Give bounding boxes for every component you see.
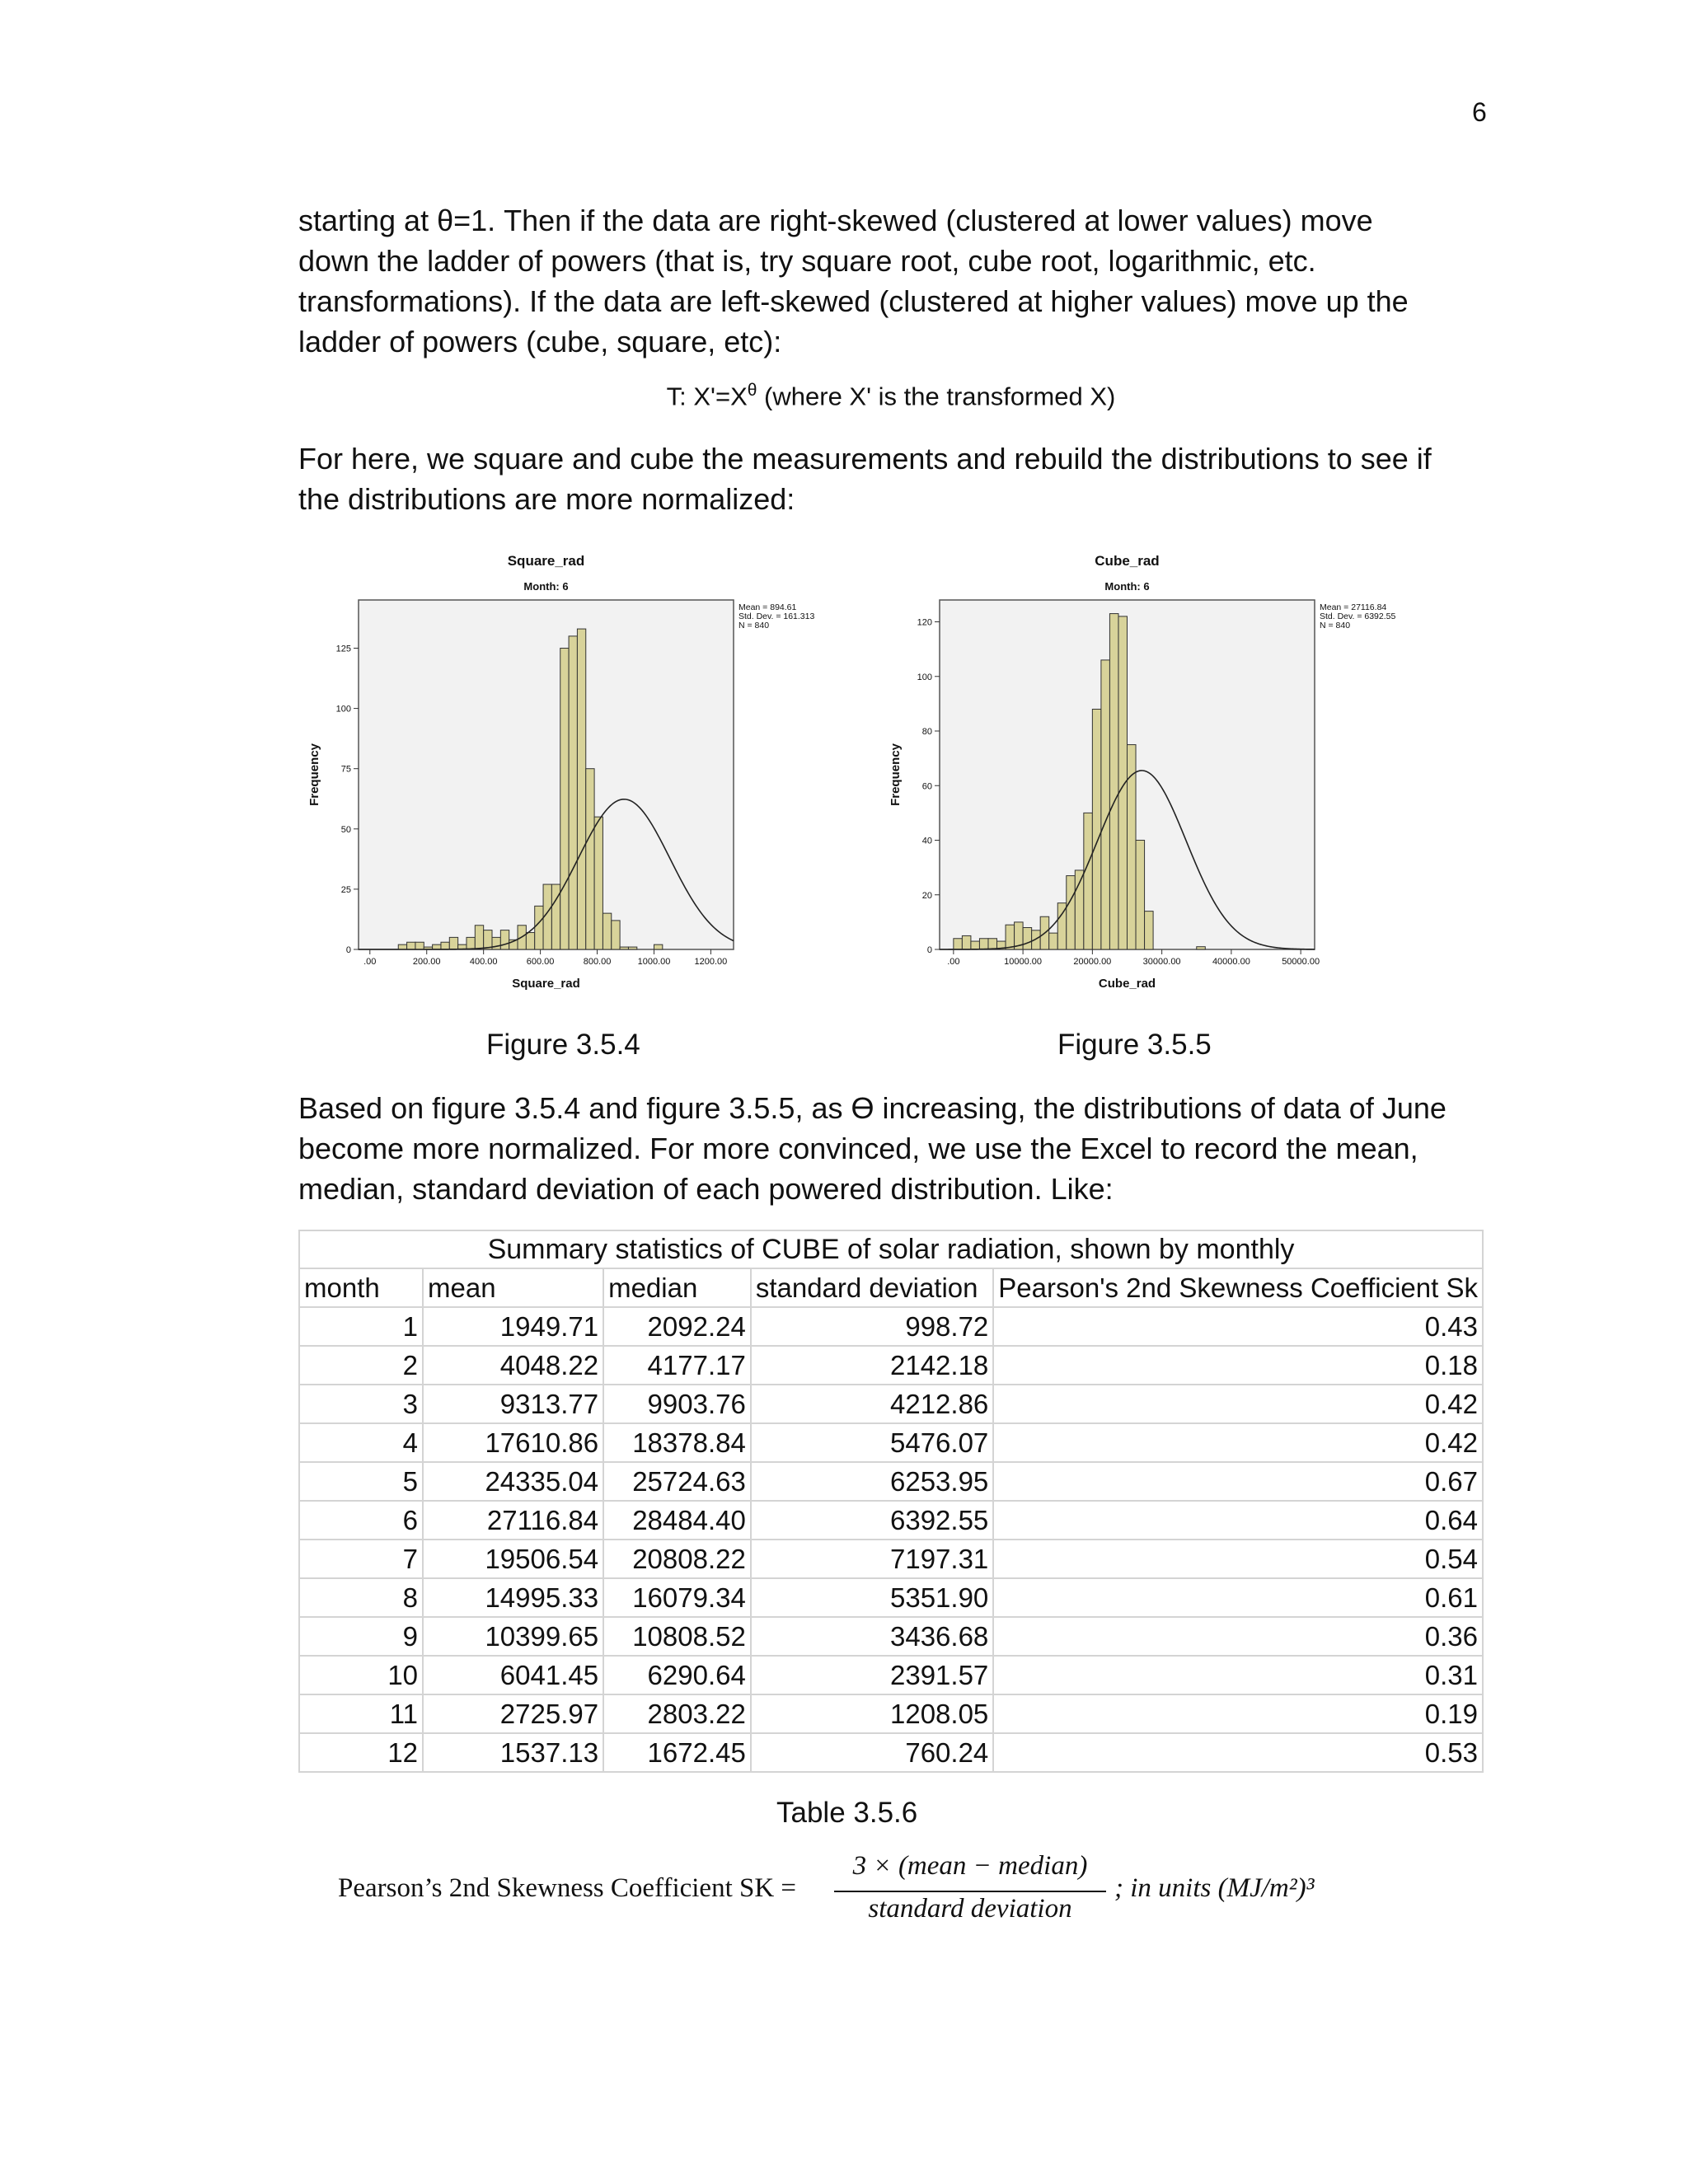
header-month: month [299, 1268, 423, 1307]
page-number: 6 [1472, 97, 1487, 127]
stats-legend-line: N = 840 [738, 621, 770, 630]
y-axis-label: Frequency [889, 743, 903, 806]
table-cell: 4177.17 [603, 1346, 751, 1385]
histogram-bar [1109, 614, 1118, 949]
table-cell: 5476.07 [751, 1423, 993, 1462]
x-tick-label: .00 [363, 957, 377, 967]
table-cell: 0.67 [993, 1462, 1483, 1501]
table-cell: 14995.33 [423, 1578, 603, 1617]
x-tick-label: 50000.00 [1282, 957, 1320, 967]
summary-statistics-table [298, 1230, 1484, 1773]
table-cell: 9 [299, 1617, 423, 1656]
y-tick-label: 50 [340, 824, 351, 835]
skewness-formula-units: ; in units (MJ/m²)³ [1114, 1873, 1315, 1903]
table-cell: 12 [299, 1733, 423, 1772]
histogram-bar [1006, 925, 1015, 949]
table-cell: 0.42 [993, 1385, 1483, 1423]
text-line: ladder of powers (cube, square, etc): [298, 325, 782, 359]
table-cell: 9313.77 [423, 1385, 603, 1423]
histogram-bar [449, 937, 457, 949]
y-tick-label: 60 [921, 781, 932, 792]
histogram-bar [1067, 876, 1076, 949]
paragraph-ladder-of-powers [298, 200, 1409, 362]
y-tick-label: 75 [340, 764, 351, 775]
y-tick-label: 0 [345, 945, 351, 955]
table-title: Summary statistics of CUBE of solar radiation, shown by monthly [299, 1230, 1483, 1268]
table-cell: 7197.31 [751, 1540, 993, 1578]
table-cell: 6290.64 [603, 1656, 751, 1694]
table-row [299, 1617, 1483, 1656]
fraction-bar [834, 1891, 1106, 1892]
table-cell: 6 [299, 1501, 423, 1540]
table-title-row [299, 1230, 1483, 1268]
stats-legend-line: Std. Dev. = 161.313 [738, 612, 815, 621]
figure-caption-3-5-5: Figure 3.5.5 [1057, 1029, 1212, 1061]
table-row [299, 1733, 1483, 1772]
square-rad-histogram [305, 544, 849, 1002]
table-cell: 7 [299, 1540, 423, 1578]
formula-suffix: (where X' is the transformed X) [757, 382, 1116, 411]
skewness-formula-lhs: Pearson’s 2nd Skewness Coefficient SK = [338, 1873, 797, 1903]
table-row [299, 1462, 1483, 1501]
histogram-bar [500, 930, 509, 949]
histogram-bar [1084, 813, 1093, 949]
table-cell: 1949.71 [423, 1307, 603, 1346]
y-axis-label: Frequency [307, 743, 321, 806]
table-cell: 5 [299, 1462, 423, 1501]
table-row [299, 1307, 1483, 1346]
chart-subtitle: Month: 6 [523, 580, 569, 593]
histogram-bar [1092, 710, 1101, 950]
header-std-dev: standard deviation [751, 1268, 993, 1307]
table-cell: 0.61 [993, 1578, 1483, 1617]
table-cell: 2 [299, 1346, 423, 1385]
table-cell: 3436.68 [751, 1617, 993, 1656]
skewness-formula-denominator: standard deviation [868, 1894, 1072, 1924]
histogram-bar [441, 942, 449, 949]
y-tick-label: 20 [921, 890, 932, 901]
stats-legend-line: Mean = 894.61 [738, 602, 797, 612]
table-cell: 16079.34 [603, 1578, 751, 1617]
transformation-formula [298, 381, 1484, 411]
skewness-formula-numerator: 3 × (mean − median) [852, 1851, 1088, 1881]
histogram-bar [1023, 928, 1032, 950]
histogram-bar [628, 947, 636, 949]
histogram-bar [475, 926, 483, 949]
table-cell: 6253.95 [751, 1462, 993, 1501]
text-line: median, standard deviation of each powered distribution. Like: [298, 1172, 1114, 1206]
table-caption: Table 3.5.6 [776, 1797, 918, 1829]
histogram-bar [979, 939, 988, 949]
text-line: down the ladder of powers (that is, try square root, cube root, logarithmic, etc. [298, 244, 1316, 278]
table-cell: 10808.52 [603, 1617, 751, 1656]
x-tick-label: 30000.00 [1142, 957, 1181, 967]
chart-title: Square_rad [507, 553, 585, 569]
x-tick-label: 200.00 [412, 957, 441, 967]
table-cell: 9903.76 [603, 1385, 751, 1423]
table-cell: 25724.63 [603, 1462, 751, 1501]
table-cell: 0.53 [993, 1733, 1483, 1772]
cube-rad-histogram [886, 544, 1430, 1002]
y-tick-label: 80 [921, 727, 932, 737]
stats-legend-line: Mean = 27116.84 [1320, 602, 1387, 612]
table-row [299, 1385, 1483, 1423]
table-cell: 6041.45 [423, 1656, 603, 1694]
histogram-bar [1136, 841, 1145, 950]
table-cell: 2391.57 [751, 1656, 993, 1694]
table-cell: 6392.55 [751, 1501, 993, 1540]
table-cell: 2803.22 [603, 1694, 751, 1733]
paragraph-figure-discussion [298, 1088, 1447, 1209]
text-line: For here, we square and cube the measurements and rebuild the distributions to see if [298, 442, 1432, 476]
text-line: Based on figure 3.5.4 and figure 3.5.5, as Ɵ increasing, the distributions of data of June [298, 1091, 1447, 1125]
histogram-bar [560, 648, 569, 949]
y-tick-label: 120 [917, 617, 932, 628]
table-row [299, 1423, 1483, 1462]
chart-subtitle: Month: 6 [1104, 580, 1150, 593]
histogram-bar [654, 944, 662, 949]
text-line: become more normalized. For more convinced, we use the Excel to record the mean, [298, 1132, 1418, 1165]
table-header-row [299, 1268, 1483, 1307]
histogram-bar [620, 947, 628, 949]
table-cell: 28484.40 [603, 1501, 751, 1540]
histogram-bar [594, 817, 603, 949]
histogram-bar [569, 636, 577, 949]
histogram-bar [433, 944, 441, 949]
table-cell: 998.72 [751, 1307, 993, 1346]
text-line: starting at θ=1. Then if the data are right-skewed (clustered at lower values) move [298, 204, 1373, 237]
histogram-bar [962, 935, 971, 949]
x-axis-label: Square_rad [512, 977, 580, 991]
histogram-bar [988, 939, 997, 949]
table-cell: 4 [299, 1423, 423, 1462]
table-row [299, 1501, 1483, 1540]
histogram-bar [492, 937, 500, 949]
y-tick-label: 100 [917, 672, 932, 682]
histogram-bar [415, 942, 424, 949]
histogram-bar [484, 930, 492, 949]
chart-title: Cube_rad [1095, 553, 1160, 569]
table-cell: 0.19 [993, 1694, 1483, 1733]
x-tick-label: 1000.00 [637, 957, 671, 967]
x-tick-label: 1200.00 [694, 957, 728, 967]
x-tick-label: 20000.00 [1073, 957, 1112, 967]
table-cell: 4048.22 [423, 1346, 603, 1385]
table-row [299, 1540, 1483, 1578]
text-line: the distributions are more normalized: [298, 482, 795, 516]
table-cell: 20808.22 [603, 1540, 751, 1578]
histogram-bar [1101, 660, 1110, 949]
table-cell: 3 [299, 1385, 423, 1423]
stats-legend-line: N = 840 [1320, 621, 1351, 630]
paragraph-square-cube [298, 438, 1432, 519]
table-cell: 0.54 [993, 1540, 1483, 1578]
y-tick-label: 40 [921, 836, 932, 846]
table-cell: 0.31 [993, 1656, 1483, 1694]
text-line: transformations). If the data are left-skewed (clustered at higher values) move up the [298, 284, 1409, 318]
y-tick-label: 100 [335, 704, 351, 715]
table-cell: 760.24 [751, 1733, 993, 1772]
table-cell: 1672.45 [603, 1733, 751, 1772]
x-tick-label: 40000.00 [1212, 957, 1250, 967]
header-skewness: Pearson's 2nd Skewness Coefficient Sk [993, 1268, 1483, 1307]
table-cell: 8 [299, 1578, 423, 1617]
histogram-bar [1049, 933, 1058, 949]
table-cell: 0.43 [993, 1307, 1483, 1346]
formula-exponent: θ [747, 381, 757, 400]
x-tick-label: 800.00 [583, 957, 612, 967]
table-cell: 0.18 [993, 1346, 1483, 1385]
y-tick-label: 0 [926, 945, 932, 955]
x-tick-label: .00 [947, 957, 960, 967]
table-cell: 10 [299, 1656, 423, 1694]
table-cell: 1 [299, 1307, 423, 1346]
table-cell: 24335.04 [423, 1462, 603, 1501]
table-cell: 4212.86 [751, 1385, 993, 1423]
y-tick-label: 25 [340, 884, 351, 895]
table-cell: 2092.24 [603, 1307, 751, 1346]
histogram-bar [603, 913, 611, 949]
table-cell: 1537.13 [423, 1733, 603, 1772]
table-row [299, 1656, 1483, 1694]
histogram-bar [398, 944, 406, 949]
table-cell: 27116.84 [423, 1501, 603, 1540]
histogram-bar [954, 939, 963, 949]
table-cell: 0.42 [993, 1423, 1483, 1462]
x-tick-label: 400.00 [469, 957, 498, 967]
table-cell: 2142.18 [751, 1346, 993, 1385]
table-cell: 17610.86 [423, 1423, 603, 1462]
table-row [299, 1694, 1483, 1733]
header-mean: mean [423, 1268, 603, 1307]
table-cell: 1208.05 [751, 1694, 993, 1733]
histogram-bar [467, 937, 475, 949]
table-cell: 10399.65 [423, 1617, 603, 1656]
table-cell: 5351.90 [751, 1578, 993, 1617]
y-tick-label: 125 [335, 644, 351, 654]
figure-caption-3-5-4: Figure 3.5.4 [486, 1029, 640, 1061]
histogram-bar [535, 906, 543, 949]
stats-legend-line: Std. Dev. = 6392.55 [1320, 612, 1396, 621]
x-tick-label: 600.00 [526, 957, 555, 967]
table-cell: 2725.97 [423, 1694, 603, 1733]
histogram-bar [612, 921, 620, 949]
table-cell: 18378.84 [603, 1423, 751, 1462]
histogram-bar [1197, 947, 1206, 949]
table-row [299, 1346, 1483, 1385]
header-median: median [603, 1268, 751, 1307]
histogram-bar [586, 769, 594, 949]
histogram-bar [526, 933, 534, 949]
histogram-bar [1145, 912, 1154, 949]
table-cell: 0.36 [993, 1617, 1483, 1656]
histogram-bar [971, 941, 980, 949]
table-cell: 11 [299, 1694, 423, 1733]
x-axis-label: Cube_rad [1098, 977, 1156, 991]
table-cell: 19506.54 [423, 1540, 603, 1578]
histogram-bar [407, 942, 415, 949]
formula-prefix: T: X'=X [666, 382, 748, 411]
table-cell: 0.64 [993, 1501, 1483, 1540]
histogram-bar [577, 629, 585, 949]
x-tick-label: 10000.00 [1004, 957, 1043, 967]
table-row [299, 1578, 1483, 1617]
